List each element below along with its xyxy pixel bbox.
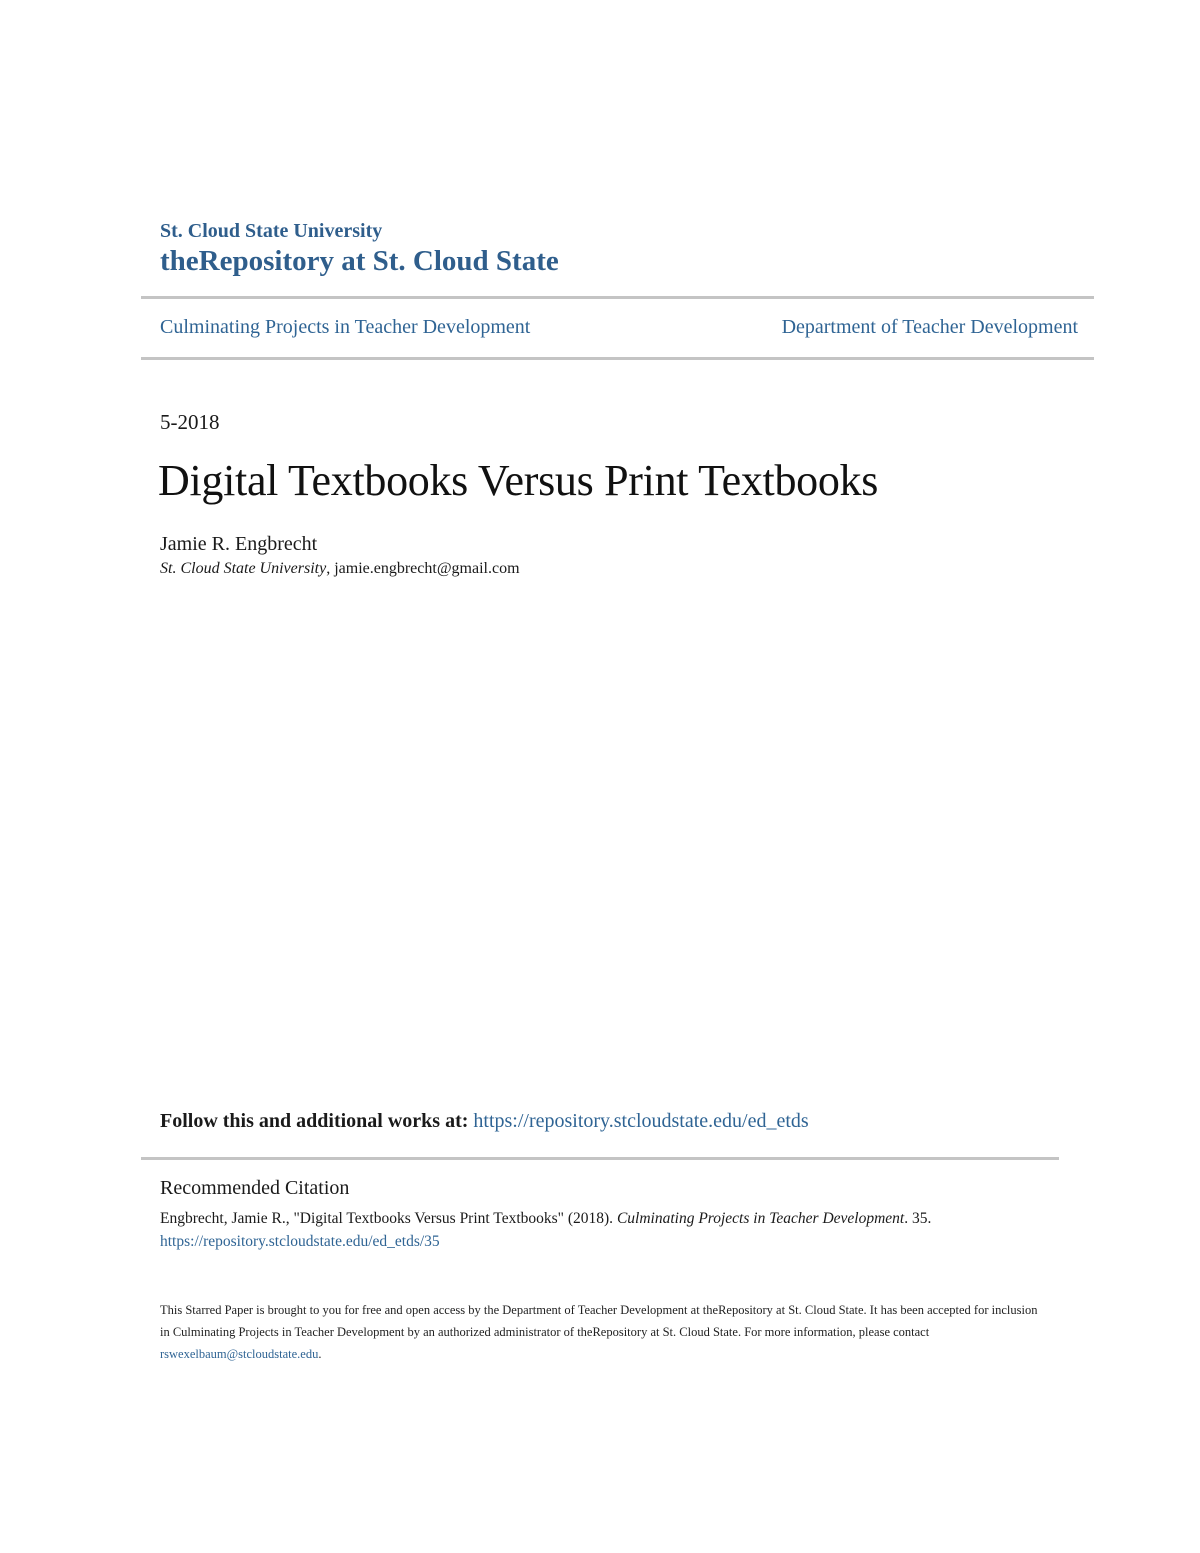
citation-series: Culminating Projects in Teacher Development <box>616 1210 905 1227</box>
follow-url-link[interactable]: https://repository.stcloudstate.edu/ed_etds <box>473 1110 809 1132</box>
citation-heading: Recommended Citation <box>160 1177 350 1199</box>
follow-label: Follow this and additional works at: <box>160 1110 474 1132</box>
citation-post: . 35. <box>904 1210 932 1227</box>
nav-divider <box>141 357 1094 360</box>
citation-text <box>160 1207 1060 1253</box>
series-link[interactable]: Culminating Projects in Teacher Development <box>160 316 531 338</box>
affiliation-separator: , <box>326 560 335 577</box>
repository-link[interactable]: theRepository at St. Cloud State <box>160 245 559 277</box>
notice-text: This Starred Paper is brought to you for free and open access by the Department of Teacher Development at theRepository at St. Cloud State. It has been accepted for inclusion in Culminating Projects in Teacher Development by an authorized administrator of theRepository at St. Cloud State. For more information, please contact <box>160 1303 1038 1339</box>
top-divider <box>141 296 1094 299</box>
footer-divider <box>141 1157 1059 1160</box>
follow-line <box>160 1110 809 1133</box>
affiliation-institution: St. Cloud State University <box>160 560 327 577</box>
access-notice <box>160 1299 1040 1365</box>
citation-url-link[interactable]: https://repository.stcloudstate.edu/ed_etds/35 <box>160 1233 440 1250</box>
contact-email-link[interactable]: rswexelbaum@stcloudstate.edu <box>160 1347 319 1361</box>
university-link[interactable]: St. Cloud State University <box>160 220 383 242</box>
author-name: Jamie R. Engbrecht <box>160 533 318 555</box>
department-link[interactable]: Department of Teacher Development <box>781 316 1078 338</box>
notice-end: . <box>318 1347 322 1361</box>
citation-pre: Engbrecht, Jamie R., "Digital Textbooks Versus Print Textbooks" (2018). <box>160 1210 617 1227</box>
publication-date: 5-2018 <box>160 410 220 434</box>
author-email: jamie.engbrecht@gmail.com <box>334 560 520 577</box>
paper-title: Digital Textbooks Versus Print Textbooks <box>158 456 879 505</box>
author-affiliation <box>160 560 520 578</box>
